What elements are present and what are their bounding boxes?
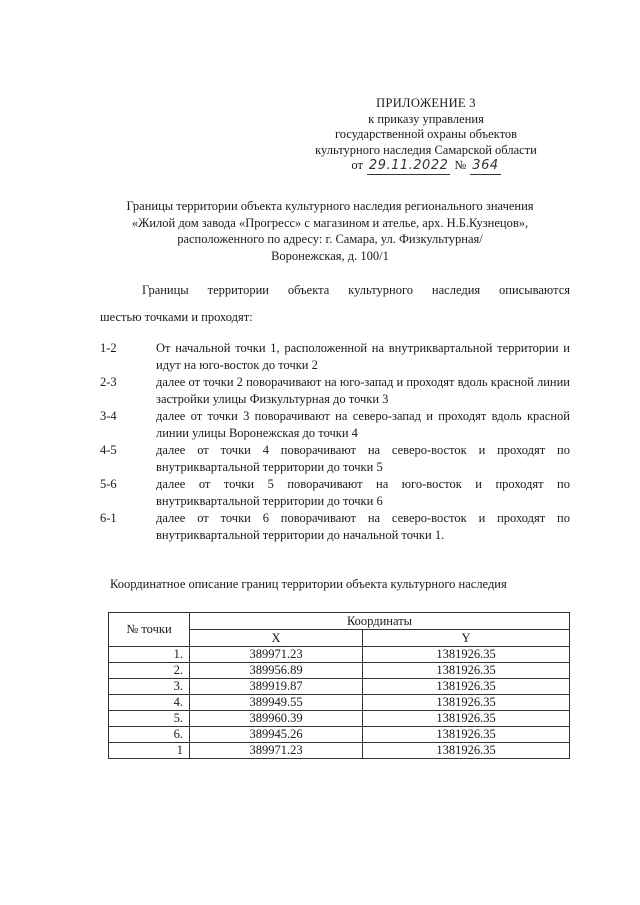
- table-row: [109, 711, 570, 727]
- table-row: [109, 647, 570, 663]
- cell-y: 1381926.35: [363, 727, 570, 743]
- title-line-1: Границы территории объекта культурного наследия регионального значения: [126, 199, 534, 213]
- coordinates-table: [108, 612, 570, 759]
- cell-x: 389971.23: [190, 743, 363, 759]
- cell-point: 1: [109, 743, 190, 759]
- title-line-2: «Жилой дом завода «Прогресс» с магазином и ателье, арх. Н.Б.Кузнецов»,: [131, 215, 529, 230]
- intro-line-1: Границы территории объекта культурного наследия описываются: [142, 283, 570, 297]
- segment-label: 1-2: [100, 341, 117, 355]
- cell-y: 1381926.35: [363, 663, 570, 679]
- document-title: [90, 198, 570, 264]
- table-row: [109, 663, 570, 679]
- coordinates-title: Координатное описание границ территории объекта культурного наследия: [110, 577, 507, 591]
- segment-label: 4-5: [100, 443, 117, 457]
- cell-y: 1381926.35: [363, 679, 570, 695]
- list-item: [100, 408, 570, 442]
- cell-x: 389945.26: [190, 727, 363, 743]
- header-coordinates: Координаты: [190, 613, 570, 630]
- segment-label: 2-3: [100, 375, 117, 389]
- segment-text: далее от точки 6 поворачивают на северо-восток и проходят по внутриквартальной территории до начальной точки 1.: [156, 511, 570, 542]
- segment-text: далее от точки 4 поворачивают на северо-восток и проходят по внутриквартальной территории до точки 5: [156, 443, 570, 474]
- cell-y: 1381926.35: [363, 647, 570, 663]
- cell-x: 389919.87: [190, 679, 363, 695]
- segment-text: далее от точки 5 поворачивают на юго-восток и проходят по внутриквартальной территории до точки 6: [156, 477, 570, 508]
- appendix-header: [300, 96, 552, 175]
- header-point-number: № точки: [109, 613, 190, 647]
- date-prefix: от: [351, 158, 363, 172]
- list-item: [100, 374, 570, 408]
- segment-label: 6-1: [100, 511, 117, 525]
- appendix-line-2: государственной охраны объектов: [334, 127, 518, 141]
- order-date: 29.11.2022: [368, 158, 449, 173]
- cell-point: 6.: [109, 727, 190, 743]
- table-row: [109, 727, 570, 743]
- table-header-row: [109, 613, 570, 630]
- intro-line-2: шестью точками и проходят:: [100, 310, 253, 324]
- list-item: [100, 476, 570, 510]
- order-number: 364: [472, 158, 499, 173]
- list-item: [100, 442, 570, 476]
- table-row: [109, 695, 570, 711]
- table-row: [109, 743, 570, 759]
- title-line-4: Воронежская, д. 100/1: [271, 248, 389, 263]
- cell-point: 3.: [109, 679, 190, 695]
- header-y: Y: [363, 630, 570, 647]
- boundary-points-list: [100, 340, 570, 544]
- cell-x: 389956.89: [190, 663, 363, 679]
- cell-point: 5.: [109, 711, 190, 727]
- cell-x: 389960.39: [190, 711, 363, 727]
- cell-point: 4.: [109, 695, 190, 711]
- cell-y: 1381926.35: [363, 695, 570, 711]
- list-item: [100, 340, 570, 374]
- table-row: [109, 679, 570, 695]
- appendix-title: ПРИЛОЖЕНИЕ 3: [376, 96, 476, 110]
- segment-text: От начальной точки 1, расположенной на внутриквартальной территории и идут на юго-восток до точки 2: [156, 341, 570, 372]
- intro-paragraph: [100, 277, 570, 331]
- segment-text: далее от точки 3 поворачивают на северо-запад и проходят вдоль красной линии улицы Воронежская до точки 4: [156, 409, 570, 440]
- list-item: [100, 510, 570, 544]
- cell-x: 389971.23: [190, 647, 363, 663]
- appendix-line-3: культурного наследия Самарской области: [315, 142, 537, 157]
- segment-label: 5-6: [100, 477, 117, 491]
- cell-x: 389949.55: [190, 695, 363, 711]
- cell-point: 1.: [109, 647, 190, 663]
- header-x: X: [190, 630, 363, 647]
- appendix-line-1: к приказу управления: [368, 111, 484, 126]
- cell-y: 1381926.35: [363, 711, 570, 727]
- number-sign: №: [454, 158, 467, 172]
- cell-y: 1381926.35: [363, 743, 570, 759]
- title-line-3: расположенного по адресу: г. Самара, ул. Физкультурная/: [177, 232, 483, 246]
- segment-label: 3-4: [100, 409, 117, 423]
- segment-text: далее от точки 2 поворачивают на юго-запад и проходят вдоль красной линии застройки улицы Физкультурная до точки 3: [156, 375, 570, 406]
- cell-point: 2.: [109, 663, 190, 679]
- order-date-line: [300, 158, 552, 175]
